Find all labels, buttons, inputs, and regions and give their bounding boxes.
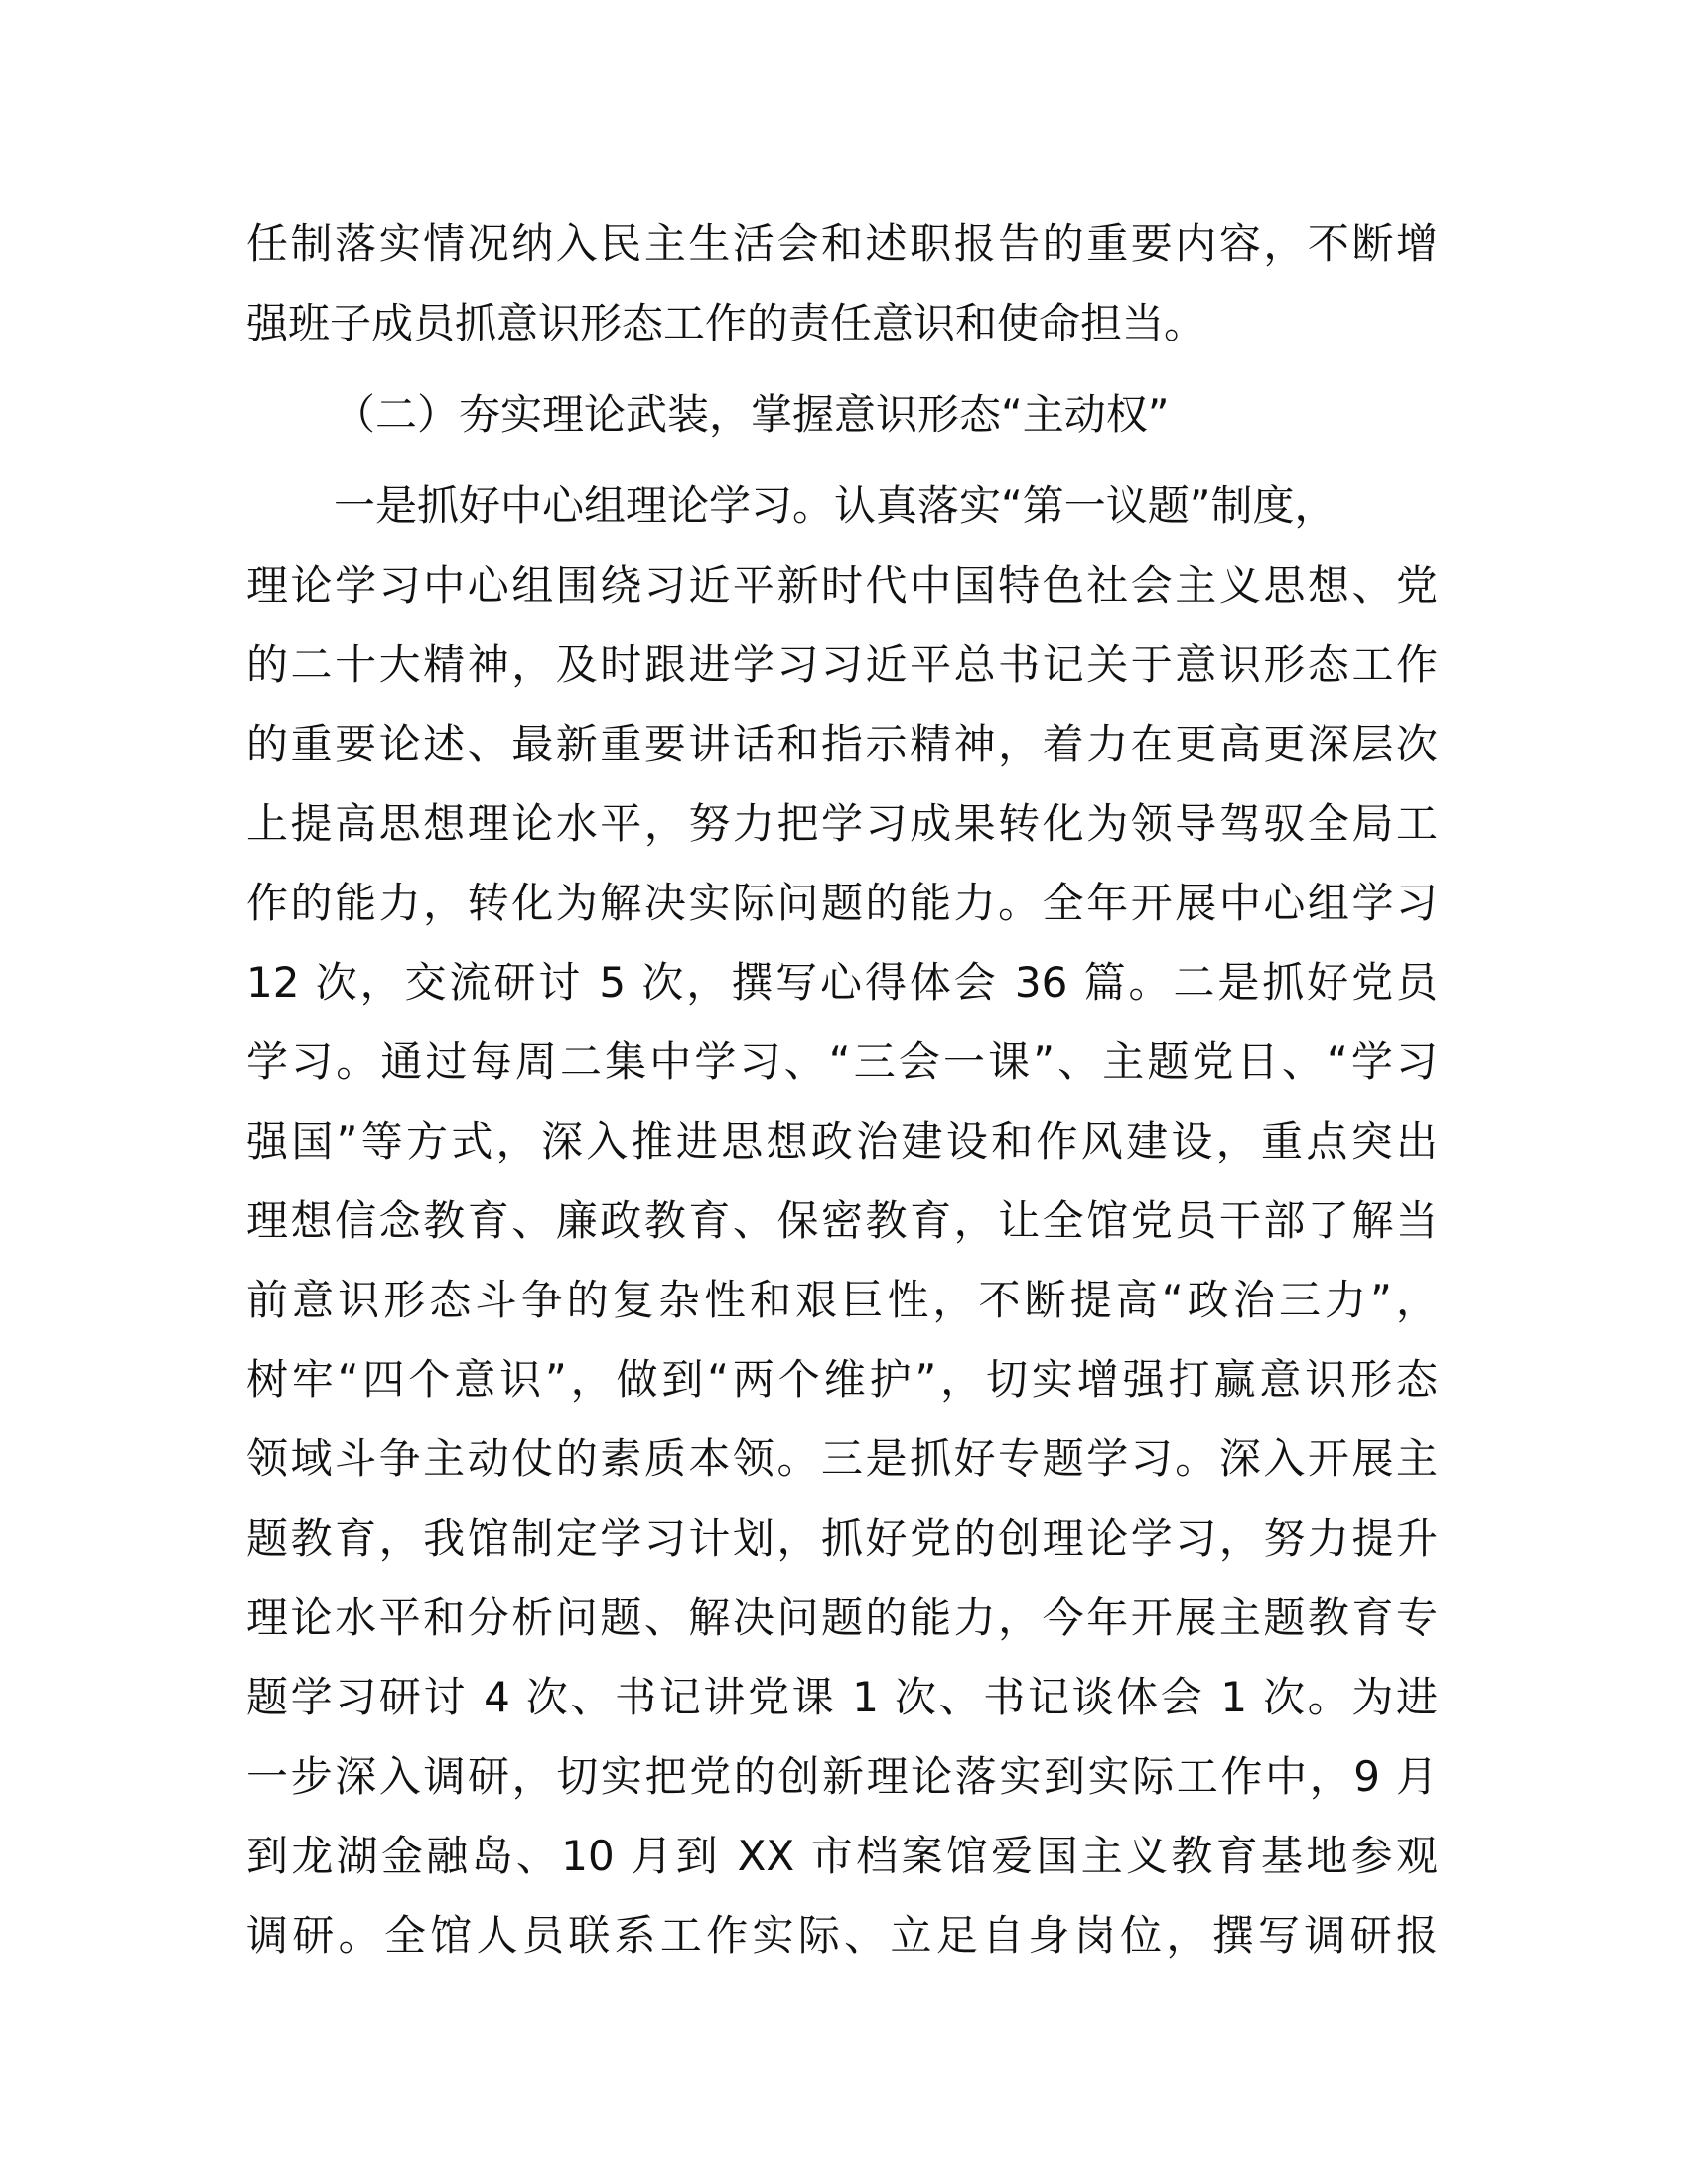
body-text-line: 作的能力，转化为解决实际问题的能力。全年开展中心组学习 [246, 879, 1438, 927]
body-text-line: 调研。全馆人员联系工作实际、立足自身岗位，撰写调研报 [246, 1911, 1438, 1960]
body-text-line: 的重要论述、最新重要讲话和指示精神，着力在更高更深层次 [246, 720, 1438, 768]
body-text-line: 上提高思想理论水平，努力把学习成果转化为领导驾驭全局工 [246, 799, 1438, 848]
body-text-line: 强班子成员抓意识形态工作的责任意识和使命担当。 [246, 299, 1206, 347]
body-text-line: 题教育，我馆制定学习计划，抓好党的创理论学习，努力提升 [246, 1514, 1438, 1563]
body-text-line: 理论水平和分析问题、解决问题的能力，今年开展主题教育专 [246, 1593, 1438, 1642]
body-text-line: 题学习研讨 4 次、书记讲党课 1 次、书记谈体会 1 次。为进 [246, 1673, 1438, 1721]
body-text-line: 12 次，交流研讨 5 次，撰写心得体会 36 篇。二是抓好党员 [246, 958, 1438, 1007]
body-text-line: 理论学习中心组围绕习近平新时代中国特色社会主义思想、党 [246, 561, 1438, 610]
body-text-line: 树牢“四个意识”，做到“两个维护”，切实增强打赢意识形态 [246, 1355, 1438, 1404]
body-text-line: 强国”等方式，深入推进思想政治建设和作风建设，重点突出 [246, 1117, 1438, 1165]
paragraph-first-line: 一是抓好中心组理论学习。认真落实“第一议题”制度， [334, 481, 1336, 530]
body-text-line: 学习。通过每周二集中学习、“三会一课”、主题党日、“学习 [246, 1037, 1438, 1086]
body-text-line: 理想信念教育、廉政教育、保密教育，让全馆党员干部了解当 [246, 1196, 1438, 1245]
body-text-line: 任制落实情况纳入民主生活会和述职报告的重要内容，不断增 [246, 219, 1438, 268]
section-heading: （二）夯实理论武装，掌握意识形态“主动权” [334, 390, 1170, 439]
body-text-line: 到龙湖金融岛、10 月到 XX 市档案馆爱国主义教育基地参观 [246, 1832, 1438, 1880]
body-text-line: 的二十大精神，及时跟进学习习近平总书记关于意识形态工作 [246, 640, 1438, 689]
body-text-line: 前意识形态斗争的复杂性和艰巨性，不断提高“政治三力”， [246, 1276, 1438, 1324]
body-text-line: 一步深入调研，切实把党的创新理论落实到实际工作中，9 月 [246, 1752, 1438, 1801]
body-text-line: 领域斗争主动仗的素质本领。三是抓好专题学习。深入开展主 [246, 1434, 1438, 1483]
